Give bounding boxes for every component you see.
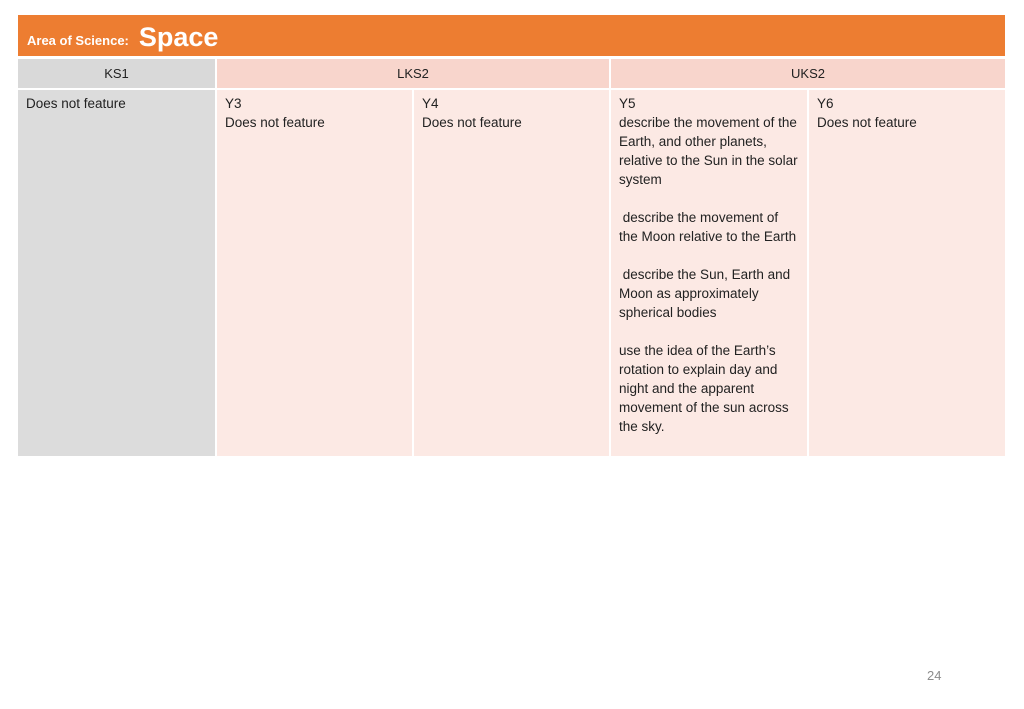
- area-label: Area of Science:: [27, 33, 129, 48]
- cell-y3-year: Y3: [225, 96, 242, 111]
- page-number: 24: [927, 668, 942, 683]
- area-title: Space: [138, 22, 219, 52]
- cell-y4: [414, 90, 609, 456]
- cell-y5-item: use the idea of the Earth’s rotation to explain day and night and the apparent movement of the sun across the sky.: [619, 343, 793, 434]
- stage-header-ks1: KS1: [18, 59, 215, 88]
- cell-ks1: [18, 90, 215, 456]
- cell-y6-text: Does not feature: [817, 115, 917, 130]
- stage-header-uks2: UKS2: [611, 59, 1005, 88]
- cell-ks1-text: Does not feature: [26, 96, 126, 111]
- cell-y5-year: Y5: [619, 96, 636, 111]
- cell-y4-year: Y4: [422, 96, 439, 111]
- cell-y5-item: describe the movement of the Earth, and other planets, relative to the Sun in the solar system: [619, 115, 802, 187]
- cell-y3: [217, 90, 412, 456]
- stage-header-lks2: LKS2: [217, 59, 609, 88]
- cell-y5: [611, 90, 807, 456]
- cell-y5-item: describe the movement of the Moon relative to the Earth: [619, 210, 797, 244]
- cell-y5-item: describe the Sun, Earth and Moon as approximately spherical bodies: [619, 267, 794, 320]
- cell-y6-year: Y6: [817, 96, 834, 111]
- header-bar: [18, 15, 1005, 56]
- cell-y6: [809, 90, 1005, 456]
- cell-y4-text: Does not feature: [422, 115, 522, 130]
- cell-y3-text: Does not feature: [225, 115, 325, 130]
